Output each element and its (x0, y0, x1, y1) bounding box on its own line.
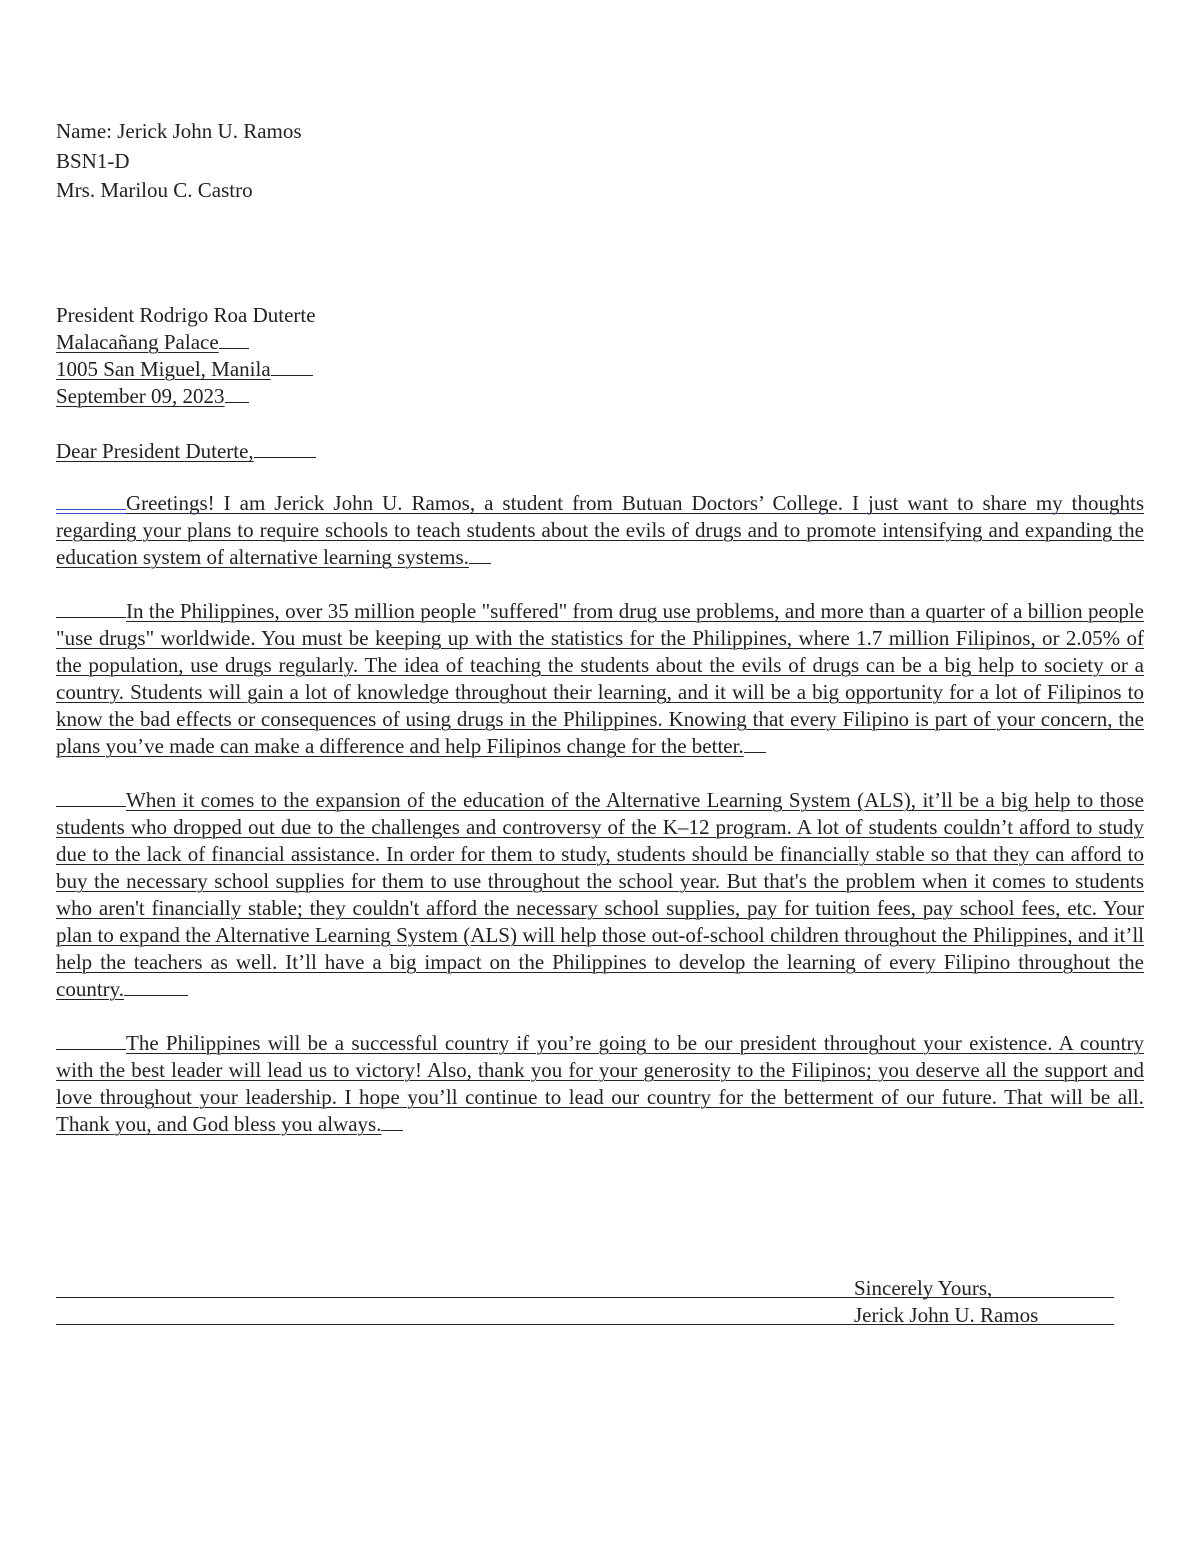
signature-name: Jerick John U. Ramos (854, 1303, 1039, 1327)
paragraph-2 (56, 598, 1144, 760)
letter-date: September 09, 2023 (56, 384, 225, 408)
paragraph-indent (56, 508, 126, 510)
paragraph-1-text: Greetings! I am Jerick John U. Ramos, a student from Butuan Doctors’ College. I just want to share my thoughts regarding your plans to require schools to teach students about the evils of drugs and to promote intensifying and expanding the education system of alternative learning systems. (56, 491, 1144, 569)
recipient-place-line (56, 330, 249, 354)
letter-date-line (56, 384, 249, 408)
paragraph-3 (56, 787, 1144, 1003)
student-name: Name: Jerick John U. Ramos (56, 119, 302, 143)
student-section: BSN1-D (56, 149, 130, 173)
paragraph-4-text: The Philippines will be a successful country if you’re going to be our president throughout your existence. A country with the best leader will lead us to victory! Also, thank you for your generosity to the Filipinos; you deserve all the support and love throughout your leadership. I hope you’ll continue to lead our country for the betterment of our future. That will be all. Thank you, and God bless you always. (56, 1031, 1144, 1136)
salutation: Dear President Duterte, (56, 439, 254, 463)
paragraph-indent (56, 1048, 126, 1050)
paragraph-3-text: When it comes to the expansion of the education of the Alternative Learning System (ALS), it’ll be a big help to those students who dropped out due to the challenges and controversy of the K–12 program. A lot of students couldn’t afford to study due to the lack of financial assistance. In order for them to study, students should be financially stable so that they can afford to buy the necessary school supplies for them to use throughout the school year. But that's the problem when it comes to students who aren't financially stable; they couldn't afford the necessary school supplies, pay for tuition fees, pay school fees, etc. Your plan to expand the Alternative Learning System (ALS) will help those out-of-school children throughout the Philippines, and it’ll help the teachers as well. It’ll have a big impact on the Philippines to develop the learning of every Filipino throughout the country. (56, 788, 1144, 1001)
paragraph-indent (56, 616, 126, 618)
recipient-address-line (56, 357, 313, 381)
paragraph-4 (56, 1030, 1144, 1138)
paragraph-1 (56, 490, 1144, 571)
recipient-place: Malacañang Palace (56, 330, 219, 354)
recipient-name: President Rodrigo Roa Duterte (56, 303, 316, 327)
paragraph-indent (56, 805, 126, 807)
salutation-line (56, 439, 316, 463)
valediction: Sincerely Yours, (854, 1276, 993, 1300)
paragraph-2-text: In the Philippines, over 35 million people "suffered" from drug use problems, and more than a quarter of a billion people "use drugs" worldwide. You must be keeping up with the statistics for the Philippines, where 1.7 million Filipinos, or 2.05% of the population, use drugs regularly. The idea of teaching the students about the evils of drugs can be a big help to society or a country. Students will gain a lot of knowledge throughout their learning, and it will be a big opportunity for a lot of Filipinos to know the bad effects or consequences of using drugs in the Philippines. Knowing that every Filipino is part of your concern, the plans you’ve made can make a difference and help Filipinos change for the better. (56, 599, 1144, 758)
teacher-name: Mrs. Marilou C. Castro (56, 178, 253, 202)
recipient-address: 1005 San Miguel, Manila (56, 357, 271, 381)
